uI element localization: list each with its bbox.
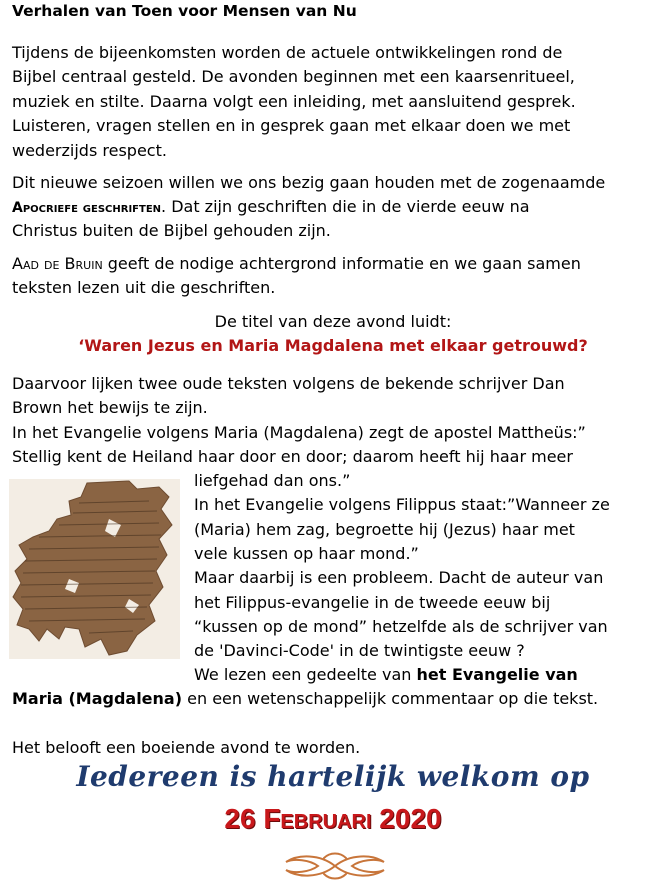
wrapped-line: liefgehad dan ons.” xyxy=(194,471,351,490)
flourish-ornament-icon xyxy=(280,846,390,886)
wrapped-line: het Filippus-evangelie in de tweede eeuw bij xyxy=(194,593,551,612)
intro-line: Tijdens de bijeenkomsten worden de actuele ontwikkelingen rond de xyxy=(12,43,563,62)
wrapped-line: Maar daarbij is een probleem. Dacht de auteur van xyxy=(194,568,604,587)
read-suffix: en een wetenschappelijk commentaar op die tekst. xyxy=(182,689,599,708)
topic-highlight: Apocriefe geschriften xyxy=(12,200,162,216)
papyrus-fragment-image xyxy=(9,479,180,659)
season-line-rest: . Dat zijn geschriften die in de vierde eeuw na xyxy=(161,197,530,216)
wrapped-line: de 'Davinci-Code' in de twintigste eeuw ? xyxy=(194,641,525,660)
body-line: In het Evangelie volgens Maria (Magdalena) zegt de apostel Mattheüs:” xyxy=(12,423,586,442)
wrapped-line: “kussen op de mond” hetzelfde als de schrijver van xyxy=(194,617,608,636)
season-line: Dit nieuwe seizoen willen we ons bezig gaan houden met de zogenaamde xyxy=(12,173,606,192)
speaker-line: teksten lezen uit die geschriften. xyxy=(12,278,276,297)
intro-line: Luisteren, vragen stellen en in gesprek gaan met elkaar doen we met xyxy=(12,116,571,135)
read-prefix: We lezen een gedeelte van xyxy=(194,665,417,684)
page-title: Verhalen van Toen voor Mensen van Nu xyxy=(12,2,357,20)
speaker-name: Aad de Bruin xyxy=(12,254,103,273)
wrapped-line: (Maria) hem zag, begroette hij (Jezus) haar met xyxy=(194,520,575,539)
body-line: Daarvoor lijken twee oude teksten volgens de bekende schrijver Dan xyxy=(12,374,565,393)
promise-text: Het belooft een boeiende avond te worden. xyxy=(12,738,361,757)
body-line: Stellig kent de Heiland haar door en door; daarom heeft hij haar meer xyxy=(12,447,573,466)
title-intro: De titel van deze avond luidt: xyxy=(214,312,452,331)
evening-title: ‘Waren Jezus en Maria Magdalena met elkaar getrouwd? xyxy=(78,336,588,355)
read-line xyxy=(194,665,578,684)
read-line-2 xyxy=(12,689,598,708)
intro-line: wederzijds respect. xyxy=(12,141,167,160)
gospel-title-part2: Maria (Magdalena) xyxy=(12,689,183,708)
welcome-text: Iedereen is hartelijk welkom op xyxy=(76,760,590,793)
intro-line: muziek en stilte. Daarna volgt een inleiding, met aansluitend gesprek. xyxy=(12,92,576,111)
body-line: Brown het bewijs te zijn. xyxy=(12,398,208,417)
wrapped-line: vele kussen op haar mond.” xyxy=(194,544,419,563)
wrapped-line: In het Evangelie volgens Filippus staat:”Wanneer ze xyxy=(194,495,610,514)
speaker-line-rest: geeft de nodige achtergrond informatie en we gaan samen xyxy=(102,254,581,273)
season-line: Christus buiten de Bijbel gehouden zijn. xyxy=(12,221,331,240)
gospel-title-part1: het Evangelie van xyxy=(416,665,578,684)
intro-line: Bijbel centraal gesteld. De avonden beginnen met een kaarsenritueel, xyxy=(12,67,575,86)
event-date: 26 Februari 2020 xyxy=(224,803,442,834)
speaker-line xyxy=(12,254,581,273)
season-line xyxy=(12,197,530,216)
